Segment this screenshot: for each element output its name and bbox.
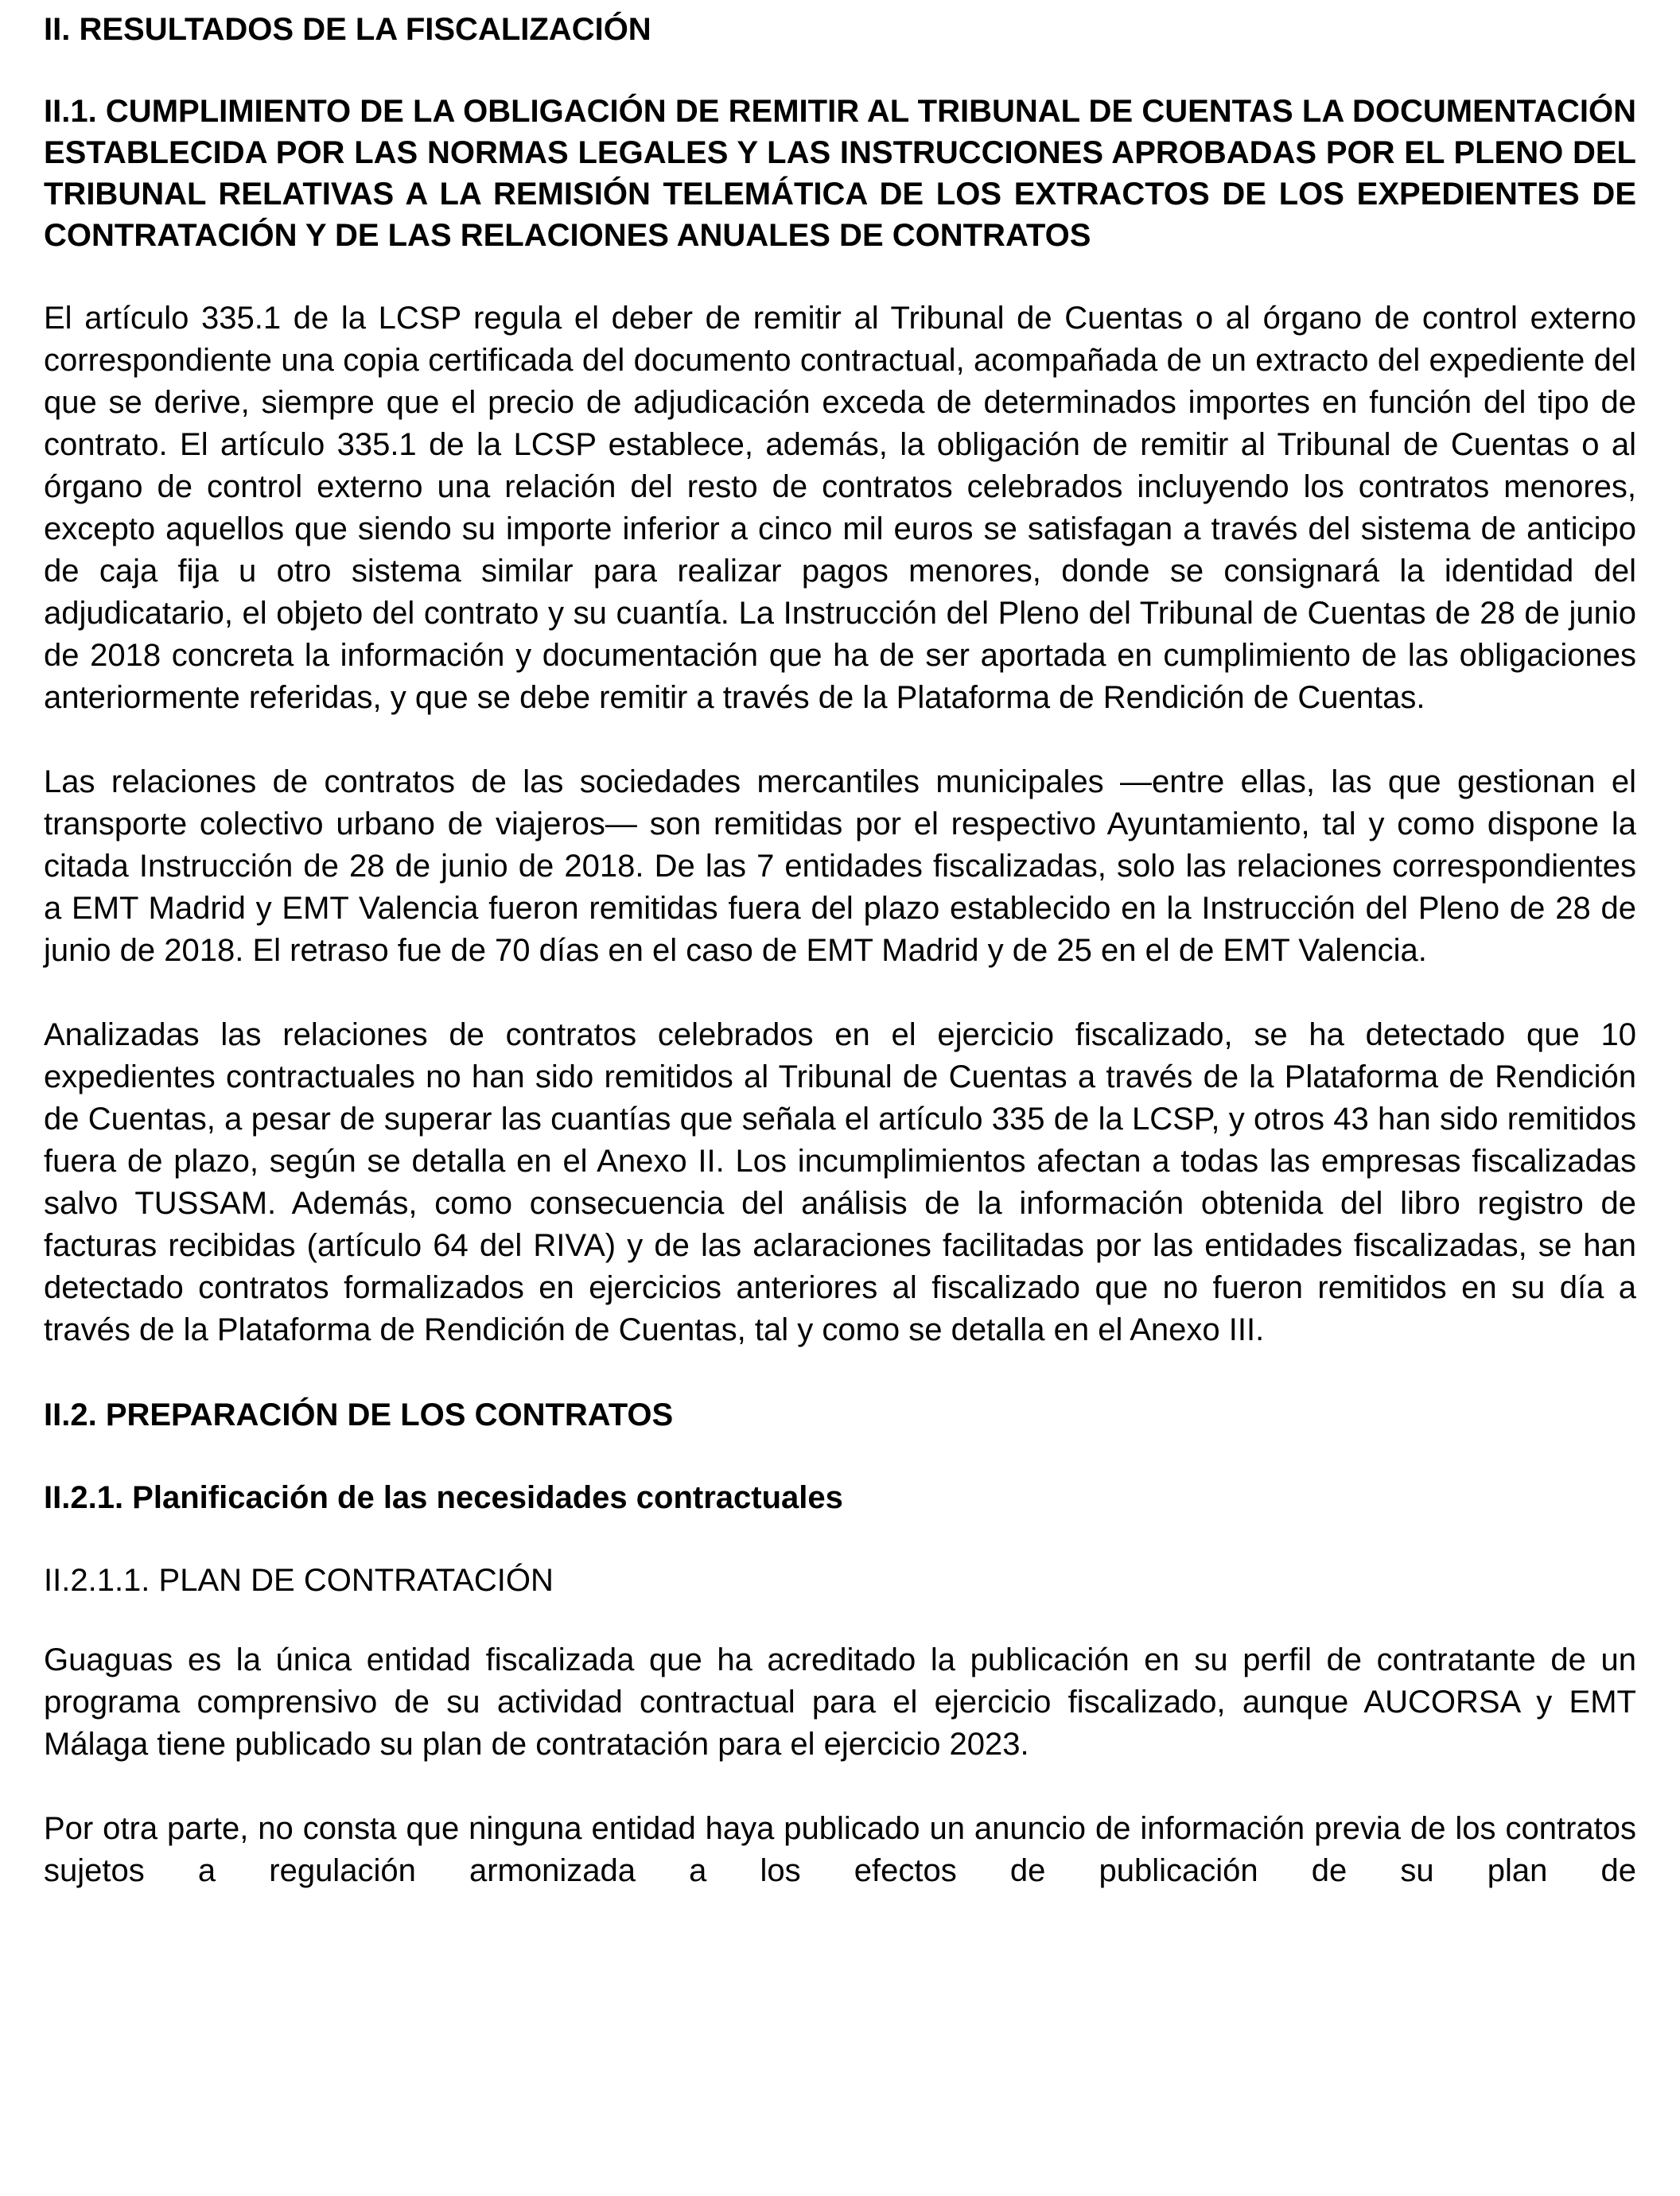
section-2-title: II.2. PREPARACIÓN DE LOS CONTRATOS xyxy=(44,1397,674,1432)
plan-paragraph-1: Guaguas es la única entidad fiscalizada que ha acreditado la publicación en su perfil de contratante de un programa comprensivo de su actividad contractual para el ejercicio fiscalizado, aunque AUCORSA y EMT Málaga tiene publicado su plan de contratación para el ejercicio 2023. xyxy=(44,1642,1636,1762)
section-1-paragraph-2: Las relaciones de contratos de las sociedades mercantiles municipales —entre ellas, las que gestionan el transporte colectivo urbano de viajeros— son remitidas por el respectivo Ayuntamiento, tal y como dispone la citada Instrucción de 28 de junio de 2018. De las 7 entidades fiscalizadas, solo las relaciones correspondientes a EMT Madrid y EMT Valencia fueron remitidas fuera del plazo establecido en la Instrucción del Pleno de 28 de junio de 2018. El retraso fue de 70 días en el caso de EMT Madrid y de 25 en el de EMT Valencia. xyxy=(44,764,1636,968)
subsection-2-1-title: II.2.1. Planificación de las necesidades contractuales xyxy=(44,1480,843,1515)
section-1-paragraph-1: El artículo 335.1 de la LCSP regula el deber de remitir al Tribunal de Cuentas o al órgano de control externo correspondiente una copia certificada del documento contractual, acompañada de un extracto del expediente del que se derive, siempre que el precio de adjudicación exceda de determinados importes en función del tipo de contrato. El artículo 335.1 de la LCSP establece, además, la obligación de remitir al Tribunal de Cuentas o al órgano de control externo una relación del resto de contratos celebrados incluyendo los contratos menores, excepto aquellos que siendo su importe inferior a cinco mil euros se satisfagan a través del sistema de anticipo de caja fija u otro sistema similar para realizar pagos menores, donde se consignará la identidad del adjudicatario, el objeto del contrato y su cuantía. La Instrucción del Pleno del Tribunal de Cuentas de 28 de junio de 2018 concreta la información y documentación que ha de ser aportada en cumplimiento de las obligaciones anteriormente referidas, y que se debe remitir a través de la Plataforma de Rendición de Cuentas. xyxy=(44,301,1636,715)
section-1-title: II.1. CUMPLIMIENTO DE LA OBLIGACIÓN DE REMITIR AL TRIBUNAL DE CUENTAS LA DOCUMENTACIÓN ESTABLECIDA POR LAS NORMAS LEGALES Y LAS INSTRUCCIONES APROBADAS POR EL PLENO DEL TRIBUNAL RELATIVAS A LA REMISIÓN TELEMÁTICA DE LOS EXTRACTOS DE LOS EXPEDIENTES DE CONTRATACIÓN Y DE LAS RELACIONES ANUALES DE CONTRATOS xyxy=(44,94,1636,253)
main-heading: II. RESULTADOS DE LA FISCALIZACIÓN xyxy=(44,12,651,47)
subsubsection-2-1-1-title: II.2.1.1. PLAN DE CONTRATACIÓN xyxy=(44,1563,554,1598)
plan-paragraph-2: Por otra parte, no consta que ninguna entidad haya publicado un anuncio de información previa de los contratos sujetos a regulación armonizada a los efectos de publicación de su plan de xyxy=(44,1811,1636,1888)
section-1-paragraph-3: Analizadas las relaciones de contratos celebrados en el ejercicio fiscalizado, se ha detectado que 10 expedientes contractuales no han sido remitidos al Tribunal de Cuentas a través de la Plataforma de Rendición de Cuentas, a pesar de superar las cuantías que señala el artículo 335 de la LCSP, y otros 43 han sido remitidos fuera de plazo, según se detalla en el Anexo II. Los incumplimientos afectan a todas las empresas fiscalizadas salvo TUSSAM. Además, como consecuencia del análisis de la información obtenida del libro registro de facturas recibidas (artículo 64 del RIVA) y de las aclaraciones facilitadas por las entidades fiscalizadas, se han detectado contratos formalizados en ejercicios anteriores al fiscalizado que no fueron remitidos en su día a través de la Plataforma de Rendición de Cuentas, tal y como se detalla en el Anexo III. xyxy=(44,1017,1636,1347)
